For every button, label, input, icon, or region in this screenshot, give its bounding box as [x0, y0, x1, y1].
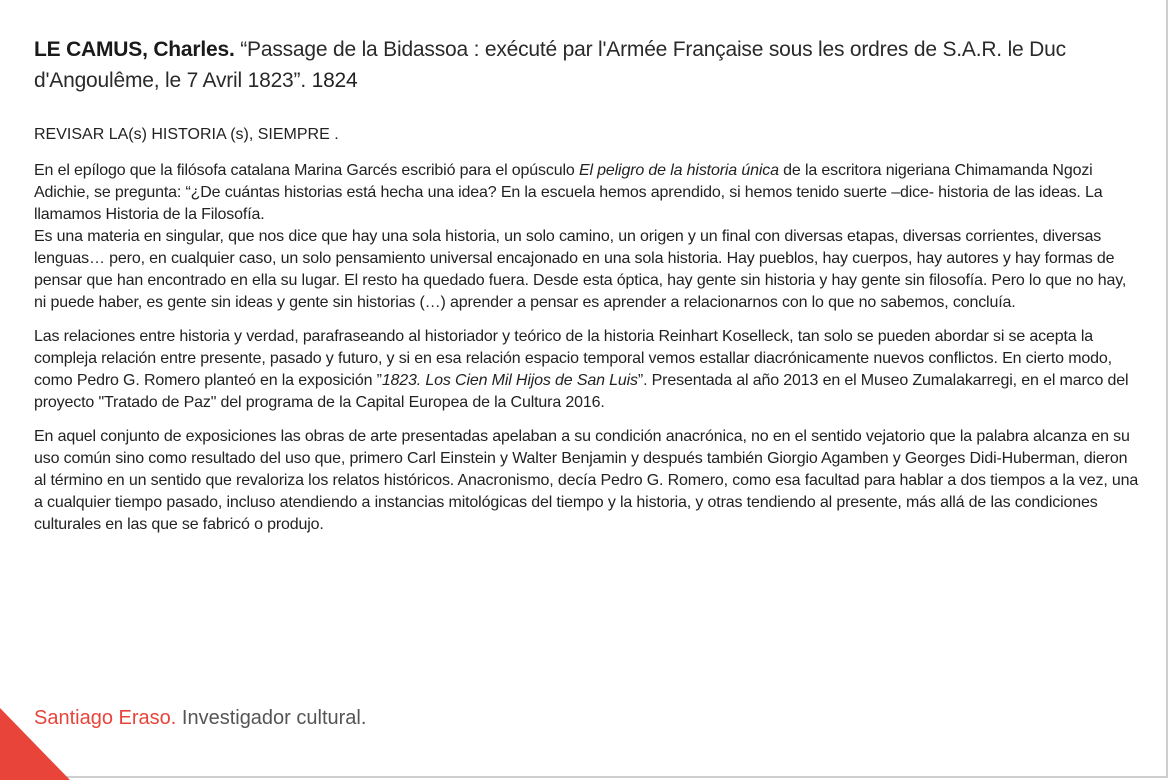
author-signature [34, 704, 366, 732]
signature-name: Santiago Eraso. [34, 707, 177, 729]
paragraph-3: En aquel conjunto de exposiciones las obras de arte presentadas apelaban a su condición anacrónica, no en el sentido vejatorio que la palabra alcanza en su uso común sino como resultado del uso que, primero Carl Einstein y Walter Benjamin y después también Giorgio Agamben y Georges Didi-Huberman, dieron al término en un sentido que revaloriza los relatos históricos. Anacronismo, decía Pedro G. Romero, como esa facultad para hablar a dos tiempos a la vez, una a cualquier tiempo pasado, incluso atendiendo a instancias mitológicas del tiempo y la historia, y otras tendiendo al presente, más allá de las condiciones culturales en las que se fabricó o produjo. [34, 428, 1139, 533]
document-heading [34, 34, 1142, 96]
heading-author: LE CAMUS, Charles. [34, 38, 235, 61]
article-text [34, 160, 1142, 536]
signature-role: Investigador cultural. [176, 707, 367, 729]
paragraph-1-text-a: En el epílogo que la filósofa catalana Marina Garcés escribió para el opúsculo [34, 162, 579, 179]
paragraph-1-text-b: de la escritora nigeriana Chimamanda Ngozi Adichie, se pregunta: “¿De cuántas historias está hecha una idea? En la escuela hemos aprendido, si hemos tenido suerte –dice- historia de las ideas. La llamamos Historia de la Filosofía. [34, 162, 1103, 223]
paragraph-2-text-a: Las relaciones entre historia y verdad, parafraseando al historiador y teórico de la historia Reinhart Koselleck, tan solo se pueden abordar si se acepta la compleja relación entre presente, pasado y futuro, y si en esa relación espacio temporal vemos estallar diacrónicamente nuevos conflictos. En cierto modo, como Pedro G. Romero planteó en la exposición ” [34, 328, 1112, 389]
paragraph-2-text-b: ”. Presentada al año 2013 en el Museo Zumalakarregi, en el marco del proyecto "Tratado de Paz" del programa de la Capital Europea de la Cultura 2016. [34, 372, 1129, 411]
paragraph-2-exhibition-title: 1823. Los Cien Mil Hijos de San Luis [381, 372, 638, 389]
section-subheading: REVISAR LA(s) HISTORIA (s), SIEMPRE . [34, 126, 339, 143]
heading-title: “Passage de la Bidassoa : exécuté par l'Armée Française sous les ordres de S.A.R. le Duc d'Angoulême, le 7 Avril 1823”. [34, 38, 1066, 92]
heading-year: 1824 [305, 69, 358, 92]
document-body [34, 34, 1142, 548]
paragraph-2 [34, 326, 1142, 414]
paragraph-1-continuation: Es una materia en singular, que nos dice que hay una sola historia, un solo camino, un origen y un final con diversas etapas, diversas corrientes, diversas lenguas… pero, en cualquier caso, un solo pensamiento universal encajonado en una sola historia. Hay pueblos, hay cuerpos, hay autores y hay formas de pensar que han encontrado en ella su lugar. El resto ha quedado fuera. Desde esta óptica, hay gente sin historia y hay gente sin filosofía. Pero lo que no hay, ni puede haber, es gente sin ideas y gente sin historias (…) aprender a pensar es aprender a relacionarnos con lo que no sabemos, concluía. [34, 228, 1127, 311]
corner-triangle-decoration [0, 708, 70, 780]
paragraph-1 [34, 160, 1142, 314]
paragraph-1-book-title: El peligro de la historia única [578, 162, 779, 179]
